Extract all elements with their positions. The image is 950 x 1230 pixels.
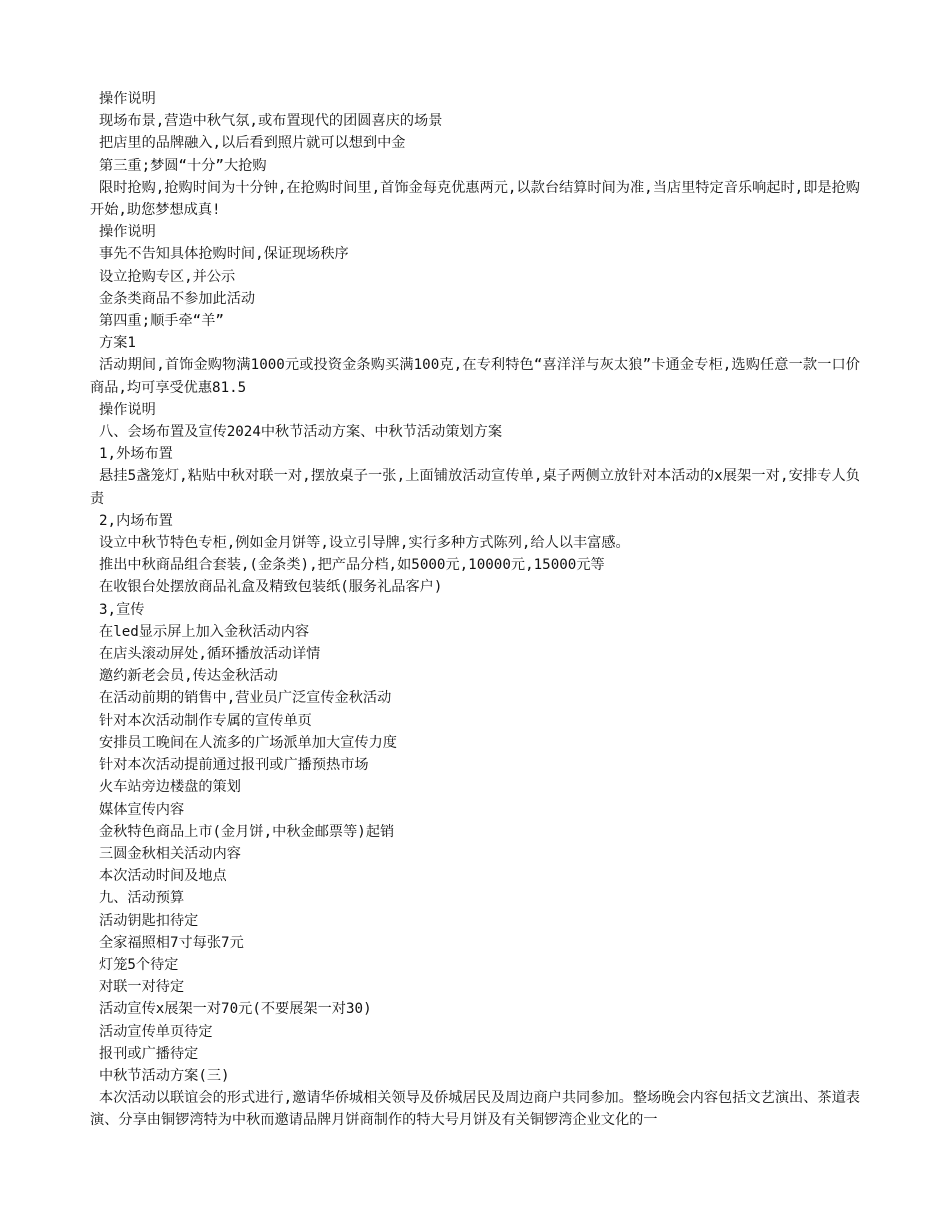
paragraph: 悬挂5盏笼灯,粘贴中秋对联一对,摆放桌子一张,上面铺放活动宣传单,桌子两侧立放针对本活动的x展架一对,安排专人负责: [90, 468, 860, 507]
paragraph: 全家福照相7寸每张7元: [99, 934, 244, 951]
paragraph: 3,宣传: [99, 601, 145, 618]
paragraph: 针对本次活动提前通过报刊或广播预热市场: [99, 757, 369, 774]
paragraph: 方案1: [99, 335, 136, 352]
paragraph: 本次活动以联谊会的形式进行,邀请华侨城相关领导及侨城居民及周边商户共同参加。整场晚会内容包括文艺演出、茶道表演、分享由铜锣湾特为中秋而邀请品牌月饼商制作的特大号月饼及有关铜锣湾企业文化的一: [90, 1090, 860, 1129]
paragraph: 对联一对待定: [99, 979, 185, 996]
paragraph: 在店头滚动屏处,循环播放活动详情: [99, 646, 321, 663]
paragraph: 媒体宣传内容: [99, 801, 185, 818]
paragraph: 1,外场布置: [99, 446, 173, 463]
paragraph: 在收银台处摆放商品礼盒及精致包装纸(服务礼品客户): [99, 579, 443, 596]
paragraph: 报刊或广播待定: [99, 1045, 199, 1062]
paragraph: 灯笼5个待定: [99, 956, 179, 973]
paragraph: 在led显示屏上加入金秋活动内容: [99, 623, 310, 640]
paragraph: 三圆金秋相关活动内容: [99, 845, 241, 862]
paragraph: 金条类商品不参加此活动: [99, 290, 256, 307]
paragraph: 活动宣传单页待定: [99, 1023, 213, 1040]
paragraph: 活动钥匙扣待定: [99, 912, 199, 929]
paragraph: 操作说明: [99, 401, 156, 418]
paragraph: 事先不告知具体抢购时间,保证现场秩序: [99, 246, 349, 263]
paragraph: 邀约新老会员,传达金秋活动: [99, 668, 278, 685]
paragraph: 限时抢购,抢购时间为十分钟,在抢购时间里,首饰金每克优惠两元,以款台结算时间为准,当店里特定音乐响起时,即是抢购开始,助您梦想成真!: [90, 179, 860, 219]
paragraph: 2,内场布置: [99, 512, 173, 529]
section-heading: 中秋节活动方案(三): [99, 1067, 230, 1084]
paragraph: 现场布景,营造中秋气氛,或布置现代的团圆喜庆的场景: [99, 113, 443, 130]
paragraph: 操作说明: [99, 224, 156, 241]
paragraph: 活动宣传x展架一对70元(不要展架一对30): [99, 1001, 372, 1018]
paragraph: 设立中秋节特色专柜,例如金月饼等,设立引导牌,实行多种方式陈列,给人以丰富感。: [99, 535, 630, 552]
section-heading: 八、会场布置及宣传2024中秋节活动方案、中秋节活动策划方案: [99, 424, 503, 441]
section-heading: 第三重;梦圆“十分”大抢购: [99, 157, 267, 174]
document-body: [90, 88, 860, 1132]
paragraph: 火车站旁边楼盘的策划: [99, 779, 241, 796]
paragraph: 推出中秋商品组合套装,(金条类),把产品分档,如5000元,10000元,15000元等: [99, 557, 605, 574]
paragraph: 设立抢购专区,并公示: [99, 268, 236, 285]
paragraph: 在活动前期的销售中,营业员广泛宣传金秋活动: [99, 690, 392, 707]
section-heading: 九、活动预算: [99, 890, 185, 907]
paragraph: 把店里的品牌融入,以后看到照片就可以想到中金: [99, 135, 406, 152]
paragraph: 活动期间,首饰金购物满1000元或投资金条购买满100克,在专利特色“喜洋洋与灰太狼”卡通金专柜,选购任意一款一口价商品,均可享受优惠81.5: [90, 357, 860, 396]
paragraph: 安排员工晚间在人流多的广场派单加大宣传力度: [99, 734, 397, 751]
section-heading: 第四重;顺手牵“羊”: [99, 313, 224, 330]
paragraph: 金秋特色商品上市(金月饼,中秋金邮票等)起销: [99, 823, 395, 840]
paragraph: 操作说明: [99, 91, 156, 107]
paragraph: 针对本次活动制作专属的宣传单页: [99, 712, 312, 729]
paragraph: 本次活动时间及地点: [99, 868, 227, 885]
